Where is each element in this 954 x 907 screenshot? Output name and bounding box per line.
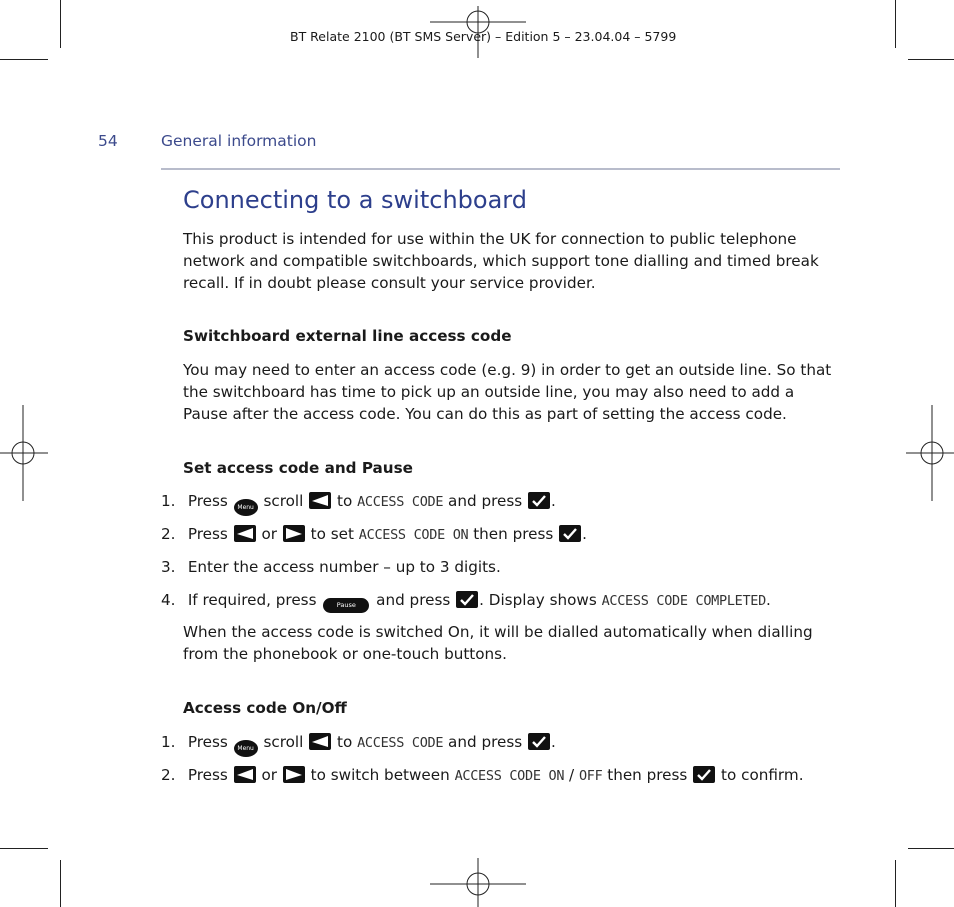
crop-mark xyxy=(908,848,954,849)
list-item xyxy=(161,764,804,786)
display-text: ACCESS CODE xyxy=(357,494,444,510)
step-number: 2. xyxy=(161,525,176,543)
step-number: 4. xyxy=(161,591,176,609)
access-code-paragraph: You may need to enter an access code (e.g. 9) in order to get an outside line. So that the switchboard has time to pick up an outside line, you may also need to add a Pause after the access code. You can do this as part of setting the access code. xyxy=(183,361,832,424)
step-text: to xyxy=(337,733,353,751)
step-text: Press xyxy=(187,525,228,543)
display-text: ACCESS CODE COMPLETED xyxy=(601,593,766,609)
step-text: Press xyxy=(187,766,228,784)
step-text: and press xyxy=(448,492,523,510)
set-access-code-heading: Set access code and Pause xyxy=(183,459,413,477)
section-name: General information xyxy=(161,132,317,150)
step-text: Press xyxy=(187,733,228,751)
page-title: Connecting to a switchboard xyxy=(183,186,527,214)
step-number: 2. xyxy=(161,766,176,784)
step-text: to set xyxy=(310,525,354,543)
step-text: then press xyxy=(473,525,554,543)
list-item xyxy=(161,731,556,753)
step-number: 1. xyxy=(161,492,176,510)
display-text: ACCESS CODE ON xyxy=(454,768,565,784)
step-text: . xyxy=(765,591,771,609)
step-text: to confirm. xyxy=(721,766,804,784)
step-text: then press xyxy=(607,766,688,784)
registration-cross-icon xyxy=(906,405,954,501)
running-head: BT Relate 2100 (BT SMS Server) – Edition 5 – 23.04.04 – 5799 xyxy=(290,29,677,44)
step-text: . xyxy=(551,492,556,510)
ok-check-key-icon xyxy=(559,525,581,542)
step-number: 1. xyxy=(161,733,176,751)
step-text: to xyxy=(337,492,353,510)
registration-cross-icon xyxy=(430,858,526,907)
list-item xyxy=(161,589,771,611)
intro-paragraph: This product is intended for use within the UK for connection to public telephone network and compatible switchboards, which support tone dialling and timed break recall. If in doubt please consult your service provider. xyxy=(183,230,819,293)
crop-mark xyxy=(0,848,48,849)
list-item xyxy=(161,490,556,512)
step-text: . xyxy=(551,733,556,751)
list-item xyxy=(161,556,501,578)
access-code-onoff-heading: Access code On/Off xyxy=(183,699,347,717)
display-text: ACCESS CODE ON xyxy=(358,527,469,543)
menu-key-icon: Menu xyxy=(234,740,258,757)
step-text: or xyxy=(261,525,278,543)
scroll-up-key-icon xyxy=(309,492,331,509)
step-text: Press xyxy=(187,492,228,510)
pause-key-icon: Pause xyxy=(323,598,369,613)
step-text: / xyxy=(568,766,575,784)
step-number: 3. xyxy=(161,558,176,576)
step-text: to switch between xyxy=(310,766,450,784)
crop-mark xyxy=(895,860,896,907)
step-text: If required, press xyxy=(187,591,317,609)
header-rule xyxy=(161,168,840,170)
step-text: scroll xyxy=(263,492,304,510)
crop-mark xyxy=(0,59,48,60)
step-note: When the access code is switched On, it will be dialled automatically when dialling from the phonebook or one-touch buttons. xyxy=(183,623,813,664)
menu-key-icon: Menu xyxy=(234,499,258,516)
step-text: . Display shows xyxy=(479,591,597,609)
access-code-heading: Switchboard external line access code xyxy=(183,327,512,345)
step-text: and press xyxy=(376,591,451,609)
scroll-up-key-icon xyxy=(234,525,256,542)
crop-mark xyxy=(908,59,954,60)
crop-mark xyxy=(60,0,61,48)
ok-check-key-icon xyxy=(456,591,478,608)
crop-mark xyxy=(60,860,61,907)
scroll-down-key-icon xyxy=(283,766,305,783)
step-text: or xyxy=(261,766,278,784)
step-text: and press xyxy=(448,733,523,751)
display-text: ACCESS CODE xyxy=(357,735,444,751)
ok-check-key-icon xyxy=(528,733,550,750)
step-text: scroll xyxy=(263,733,304,751)
ok-check-key-icon xyxy=(528,492,550,509)
crop-mark xyxy=(895,0,896,48)
registration-cross-icon xyxy=(0,405,48,501)
scroll-up-key-icon xyxy=(309,733,331,750)
ok-check-key-icon xyxy=(693,766,715,783)
page-number: 54 xyxy=(98,132,118,150)
display-text: OFF xyxy=(578,768,603,784)
scroll-down-key-icon xyxy=(283,525,305,542)
scroll-up-key-icon xyxy=(234,766,256,783)
step-text: . xyxy=(582,525,587,543)
list-item xyxy=(161,523,587,545)
step-text: Enter the access number – up to 3 digits. xyxy=(187,558,501,576)
